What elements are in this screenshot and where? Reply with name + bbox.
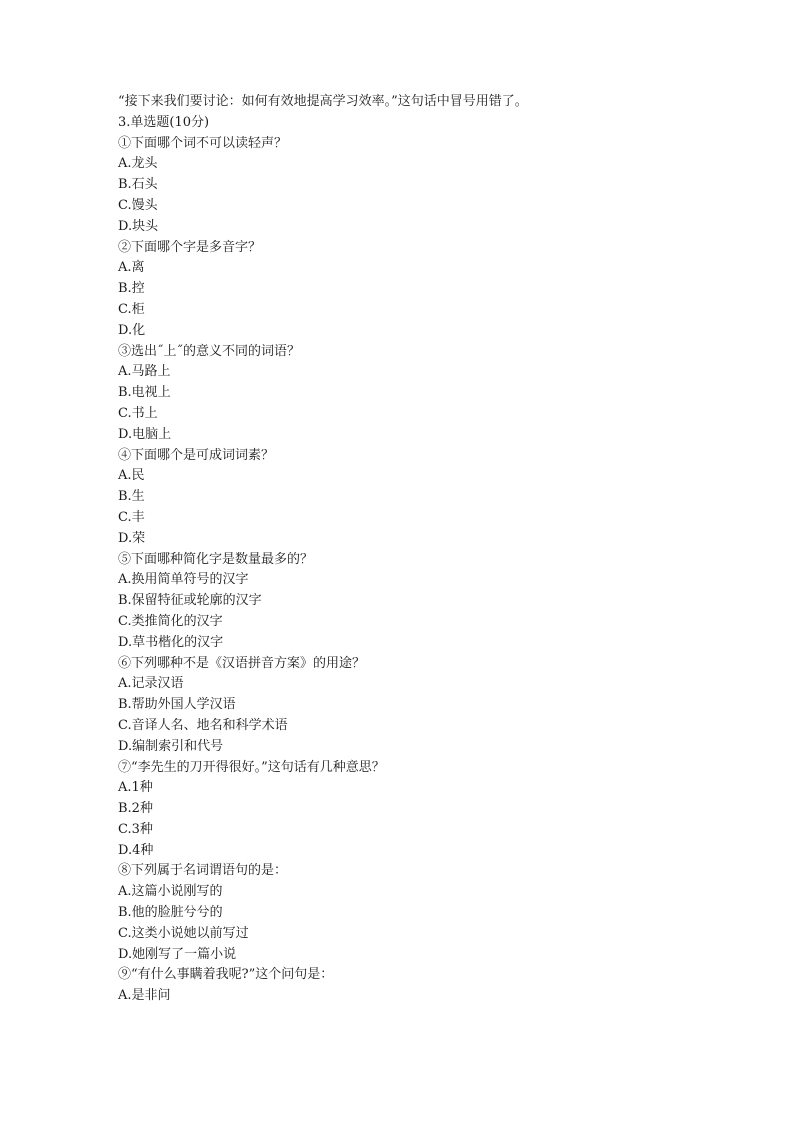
question-text: ④下面哪个是可成词词素？ [118, 447, 275, 463]
option-d: D.化 [118, 322, 146, 338]
option-b: B.电视上 [118, 385, 171, 401]
question-text: ⑨“有什么事瞒着我呢?”这个问句是： [118, 967, 334, 983]
option-a: A.民 [118, 468, 145, 484]
option-d: D.草书楷化的汉字 [118, 634, 224, 650]
option-b: B.石头 [118, 177, 158, 193]
option-d: D.荣 [118, 530, 146, 546]
option-c: C.书上 [118, 405, 158, 421]
question-4 [118, 446, 758, 550]
question-6 [118, 654, 758, 758]
document-body [118, 92, 758, 1007]
option-a: A.是非问 [118, 988, 171, 1004]
option-d: D.编制索引和代号 [118, 738, 224, 754]
option-c: C.3种 [118, 821, 153, 837]
question-7 [118, 758, 758, 862]
question-text: ③选出˝上˝的意义不同的词语？ [118, 343, 301, 359]
option-c: C.丰 [118, 509, 145, 525]
question-text: ⑥下列哪种不是《汉语拼音方案》的用途？ [118, 655, 366, 671]
question-text: ⑤下面哪种简化字是数量最多的？ [118, 551, 314, 567]
option-b: B.控 [118, 281, 145, 297]
question-text: ⑧下列属于名词谓语句的是： [118, 863, 288, 879]
question-text: ①下面哪个词不可以读轻声？ [118, 135, 288, 151]
question-text: ⑦“李先生的刀开得很好。”这句话有几种意思？ [118, 759, 385, 775]
option-b: B.他的脸脏兮兮的 [118, 905, 223, 921]
option-c: C.馒头 [118, 197, 158, 213]
question-2 [118, 238, 758, 342]
option-c: C.类推简化的汉字 [118, 613, 223, 629]
option-a: A.换用简单符号的汉字 [118, 572, 249, 588]
option-a: A.这篇小说刚写的 [118, 884, 223, 900]
question-8 [118, 861, 758, 965]
option-c: C.音译人名、地名和科学术语 [118, 717, 288, 733]
question-5 [118, 550, 758, 654]
option-a: A.离 [118, 260, 145, 276]
option-d: D.4种 [118, 842, 154, 858]
option-a: A.1种 [118, 780, 153, 796]
question-3 [118, 342, 758, 446]
option-a: A.马路上 [118, 364, 171, 380]
option-b: B.保留特征或轮廓的汉字 [118, 593, 262, 609]
option-d: D.块头 [118, 218, 159, 234]
option-a: A.龙头 [118, 156, 158, 172]
option-a: A.记录汉语 [118, 676, 184, 692]
intro-text: “接下来我们要讨论：如何有效地提高学习效率。”这句话中冒号用错了。 [118, 94, 528, 109]
option-c: C.柜 [118, 301, 145, 317]
question-1 [118, 134, 758, 238]
option-b: B.帮助外国人学汉语 [118, 697, 236, 713]
option-d: D.她刚写了一篇小说 [118, 946, 237, 962]
option-b: B.生 [118, 489, 145, 505]
option-c: C.这类小说她以前写过 [118, 925, 249, 941]
option-d: D.电脑上 [118, 426, 172, 442]
question-text: ②下面哪个字是多音字？ [118, 239, 262, 255]
section-heading: 3.单选题(10分) [118, 114, 210, 130]
option-b: B.2种 [118, 801, 153, 817]
question-9 [118, 965, 758, 1007]
